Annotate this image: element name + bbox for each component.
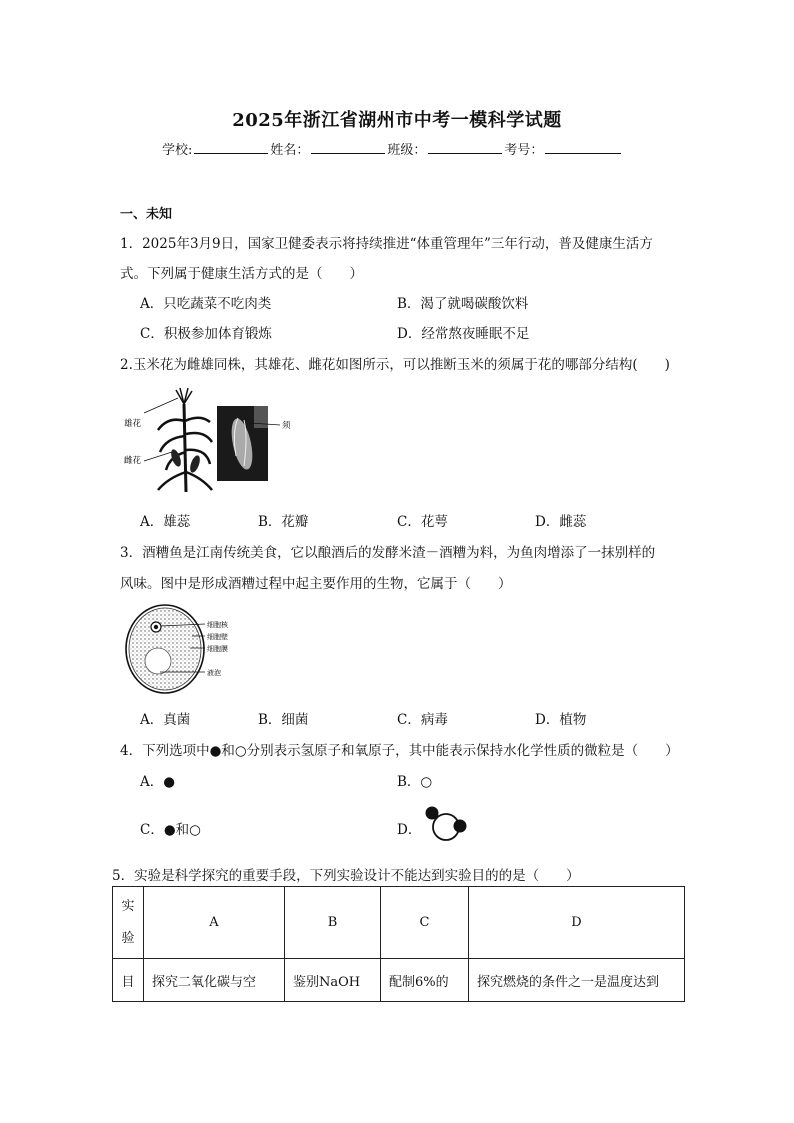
- class-blank: [428, 140, 502, 154]
- water-molecule-icon: [419, 804, 471, 844]
- class-label: 班级：: [387, 143, 427, 158]
- table-row: [113, 887, 685, 959]
- q4-option-b: B．○: [397, 774, 433, 790]
- page-title: 2025年浙江省湖州市中考一模科学试题: [232, 110, 562, 131]
- corn-plant-figure: [120, 386, 300, 498]
- table-cell: C: [381, 887, 469, 959]
- school-blank: [194, 140, 268, 154]
- table-cell: A: [144, 887, 285, 959]
- table-cell: 配制6%的: [381, 959, 469, 1002]
- table-cell: 鉴别NaOH: [285, 959, 381, 1002]
- q1-option-d: D．经常熬夜睡眠不足: [397, 326, 530, 342]
- corn-silk-photo: [217, 406, 268, 481]
- table-cell: B: [285, 887, 381, 959]
- table-head-cell: [113, 887, 144, 959]
- q4-option-a: A．●: [140, 774, 176, 790]
- q1-option-c: C．积极参加体育锻炼: [140, 326, 272, 342]
- label-nucleus: 细胞核: [207, 621, 228, 629]
- q3-stem-line1: 3．酒糟鱼是江南传统美食，它以酿酒后的发酵米渣－酒糟为料，为鱼肉增添了一抹别样的: [120, 545, 656, 561]
- q3-option-b: B．细菌: [258, 712, 309, 728]
- q3-stem-line2: 风味。图中是形成酒糟过程中起主要作用的生物，它属于（ ）: [120, 576, 512, 592]
- q1-stem-line1: 1．2025年3月9日，国家卫健委表示将持续推进“体重管理年”三年行动，普及健康生活方: [120, 236, 653, 252]
- head-char-1: 实: [121, 898, 135, 914]
- q3-option-d: D．植物: [535, 712, 587, 728]
- yeast-cell-figure: [120, 602, 250, 696]
- q4-option-c: C．●和○: [140, 822, 201, 838]
- q2-stem: 2.玉米花为雌雄同株，其雄花、雌花如图所示，可以推断玉米的须属于花的哪部分结构( ): [120, 357, 670, 373]
- q1-stem-line2: 式。下列属于健康生活方式的是（ ）: [120, 266, 363, 282]
- experiment-table: [112, 886, 685, 1002]
- table-cell: 探究二氧化碳与空: [144, 959, 285, 1002]
- head-char-2: 验: [121, 930, 135, 946]
- q4-option-d: D．: [397, 822, 422, 838]
- number-blank: [545, 140, 621, 154]
- table-cell: 探究燃烧的条件之一是温度达到: [469, 959, 685, 1002]
- q2-option-c: C．花萼: [397, 514, 448, 530]
- q2-option-a: A．雄蕊: [140, 514, 191, 530]
- q3-option-a: A．真菌: [140, 712, 191, 728]
- table-row: [113, 959, 685, 1002]
- section-heading: 一、未知: [120, 207, 173, 222]
- q5-stem: 5．实验是科学探究的重要手段，下列实验设计不能达到实验目的的是（ ）: [112, 868, 580, 884]
- name-label: 姓名：: [270, 143, 310, 158]
- male-flower-label: 雄花: [124, 419, 142, 429]
- label-cell-wall: 细胞壁: [207, 633, 228, 641]
- q1-option-b: B．渴了就喝碳酸饮料: [397, 296, 529, 312]
- label-cell-membrane: 细胞膜: [207, 645, 228, 653]
- table-head-cell: 目: [113, 959, 144, 1002]
- label-vacuole: 液泡: [207, 669, 221, 677]
- q1-option-a: A．只吃蔬菜不吃肉类: [140, 296, 272, 312]
- school-label: 学校:: [162, 143, 193, 158]
- number-label: 考号：: [504, 143, 544, 158]
- table-cell: D: [469, 887, 685, 959]
- q3-option-c: C．病毒: [397, 712, 448, 728]
- name-blank: [311, 140, 385, 154]
- silk-label: 须: [282, 421, 291, 431]
- q4-stem: 4．下列选项中●和○分别表示氢原子和氧原子，其中能表示保持水化学性质的微粒是（ ）: [120, 743, 679, 759]
- female-flower-label: 雌花: [124, 456, 142, 466]
- vacuole: [145, 648, 171, 674]
- cytoplasm: [129, 608, 201, 690]
- student-info-line: [162, 139, 623, 158]
- q2-option-b: B．花瓣: [258, 514, 309, 530]
- q2-option-d: D．雌蕊: [535, 514, 587, 530]
